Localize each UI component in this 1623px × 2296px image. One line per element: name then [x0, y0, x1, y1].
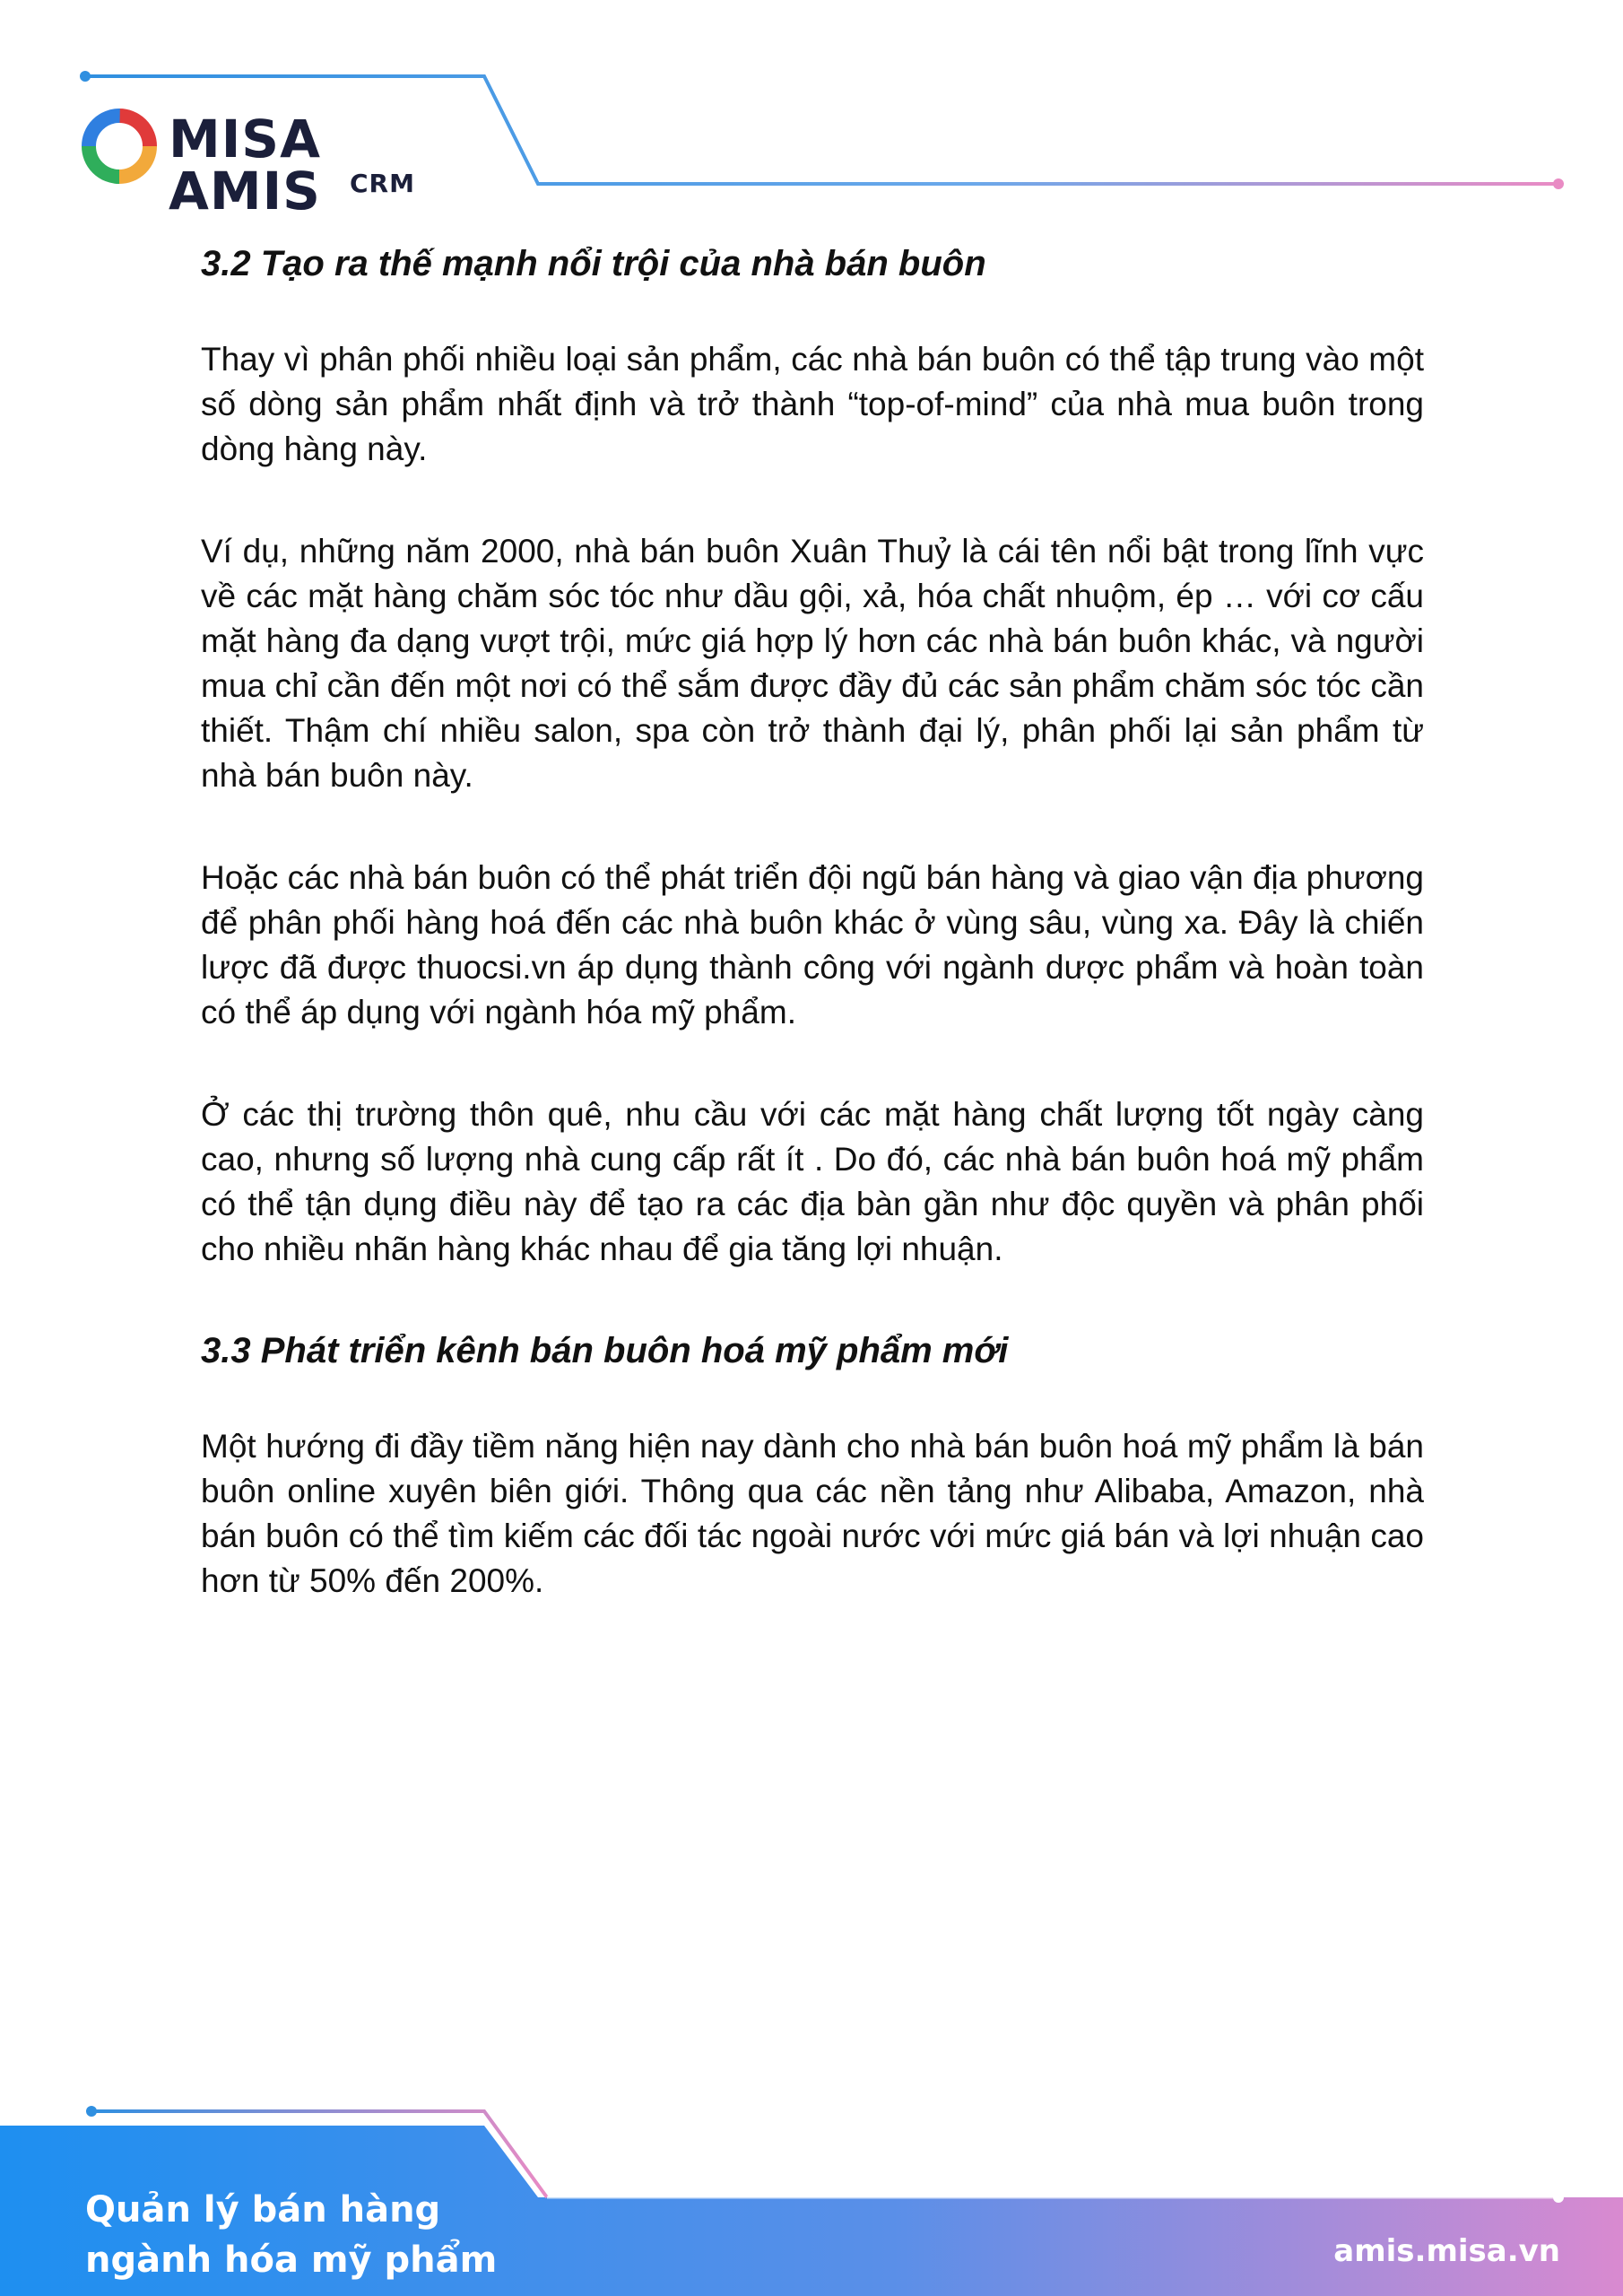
footer-website[interactable]: amis.misa.vn — [1333, 2233, 1560, 2269]
paragraph: Thay vì phân phối nhiều loại sản phẩm, các nhà bán buôn có thể tập trung vào một số dòng sản phẩm nhất định và trở thành “top-of-mind” của nhà mua buôn trong dòng hàng này. — [201, 341, 1424, 467]
footer-slogan — [85, 2185, 497, 2285]
brand-logo — [81, 108, 457, 222]
paragraph: Ở các thị trường thôn quê, nhu cầu với các mặt hàng chất lượng tốt ngày càng cao, nhưng số lượng nhà cung cấp rất ít . Do đó, các nhà bán buôn hoá mỹ phẩm có thể tận dụng điều này để tạo ra các địa bàn gần như độc quyền và phân phối cho nhiều nhãn hàng khác nhau để gia tăng lợi nhuận. — [201, 1096, 1424, 1267]
section-heading-3-3: 3.3 Phát triển kênh bán buôn hoá mỹ phẩm mới — [201, 1331, 1009, 1370]
footer-slogan-line1: Quản lý bán hàng — [85, 2189, 441, 2231]
footer-slogan-line2: ngành hóa mỹ phẩm — [85, 2239, 498, 2281]
section-heading-3-2: 3.2 Tạo ra thế mạnh nổi trội của nhà bán buôn — [201, 244, 986, 283]
paragraph: Ví dụ, những năm 2000, nhà bán buôn Xuân Thuỷ là cái tên nổi bật trong lĩnh vực về các mặt hàng chăm sóc tóc như dầu gội, xả, hóa chất nhuộm, ép … với cơ cấu mặt hàng đa dạng vượt trội, mức giá hợp lý hơn các nhà bán buôn khác, và người mua chỉ cần đến một nơi có thể sắm được đầy đủ các sản phẩm chăm sóc tóc cần thiết. Thậm chí nhiều salon, spa còn trở thành đại lý, phân phối lại sản phẩm từ nhà bán buôn này. — [201, 533, 1424, 794]
brand-product: CRM — [350, 169, 415, 198]
brand-name: MISA AMIS — [169, 109, 321, 222]
paragraph: Một hướng đi đầy tiềm năng hiện nay dành cho nhà bán buôn hoá mỹ phẩm là bán buôn online xuyên biên giới. Thông qua các nền tảng như Alibaba, Amazon, nhà bán buôn có thể tìm kiếm các đối tác ngoài nước với mức giá bán và lợi nhuận cao hơn từ 50% đến 200%. — [201, 1428, 1424, 1599]
misa-logo-icon — [81, 108, 158, 185]
document-body — [201, 242, 1424, 1661]
paragraph: Hoặc các nhà bán buôn có thể phát triển đội ngũ bán hàng và giao vận địa phương để phân phối hàng hoá đến các nhà buôn khác ở vùng sâu, vùng xa. Đây là chiến lược đã được thuocsi.vn áp dụng thành công với ngành dược phẩm và hoàn toàn có thể áp dụng với ngành hóa mỹ phẩm. — [201, 859, 1424, 1031]
footer-banner — [0, 2090, 1623, 2296]
